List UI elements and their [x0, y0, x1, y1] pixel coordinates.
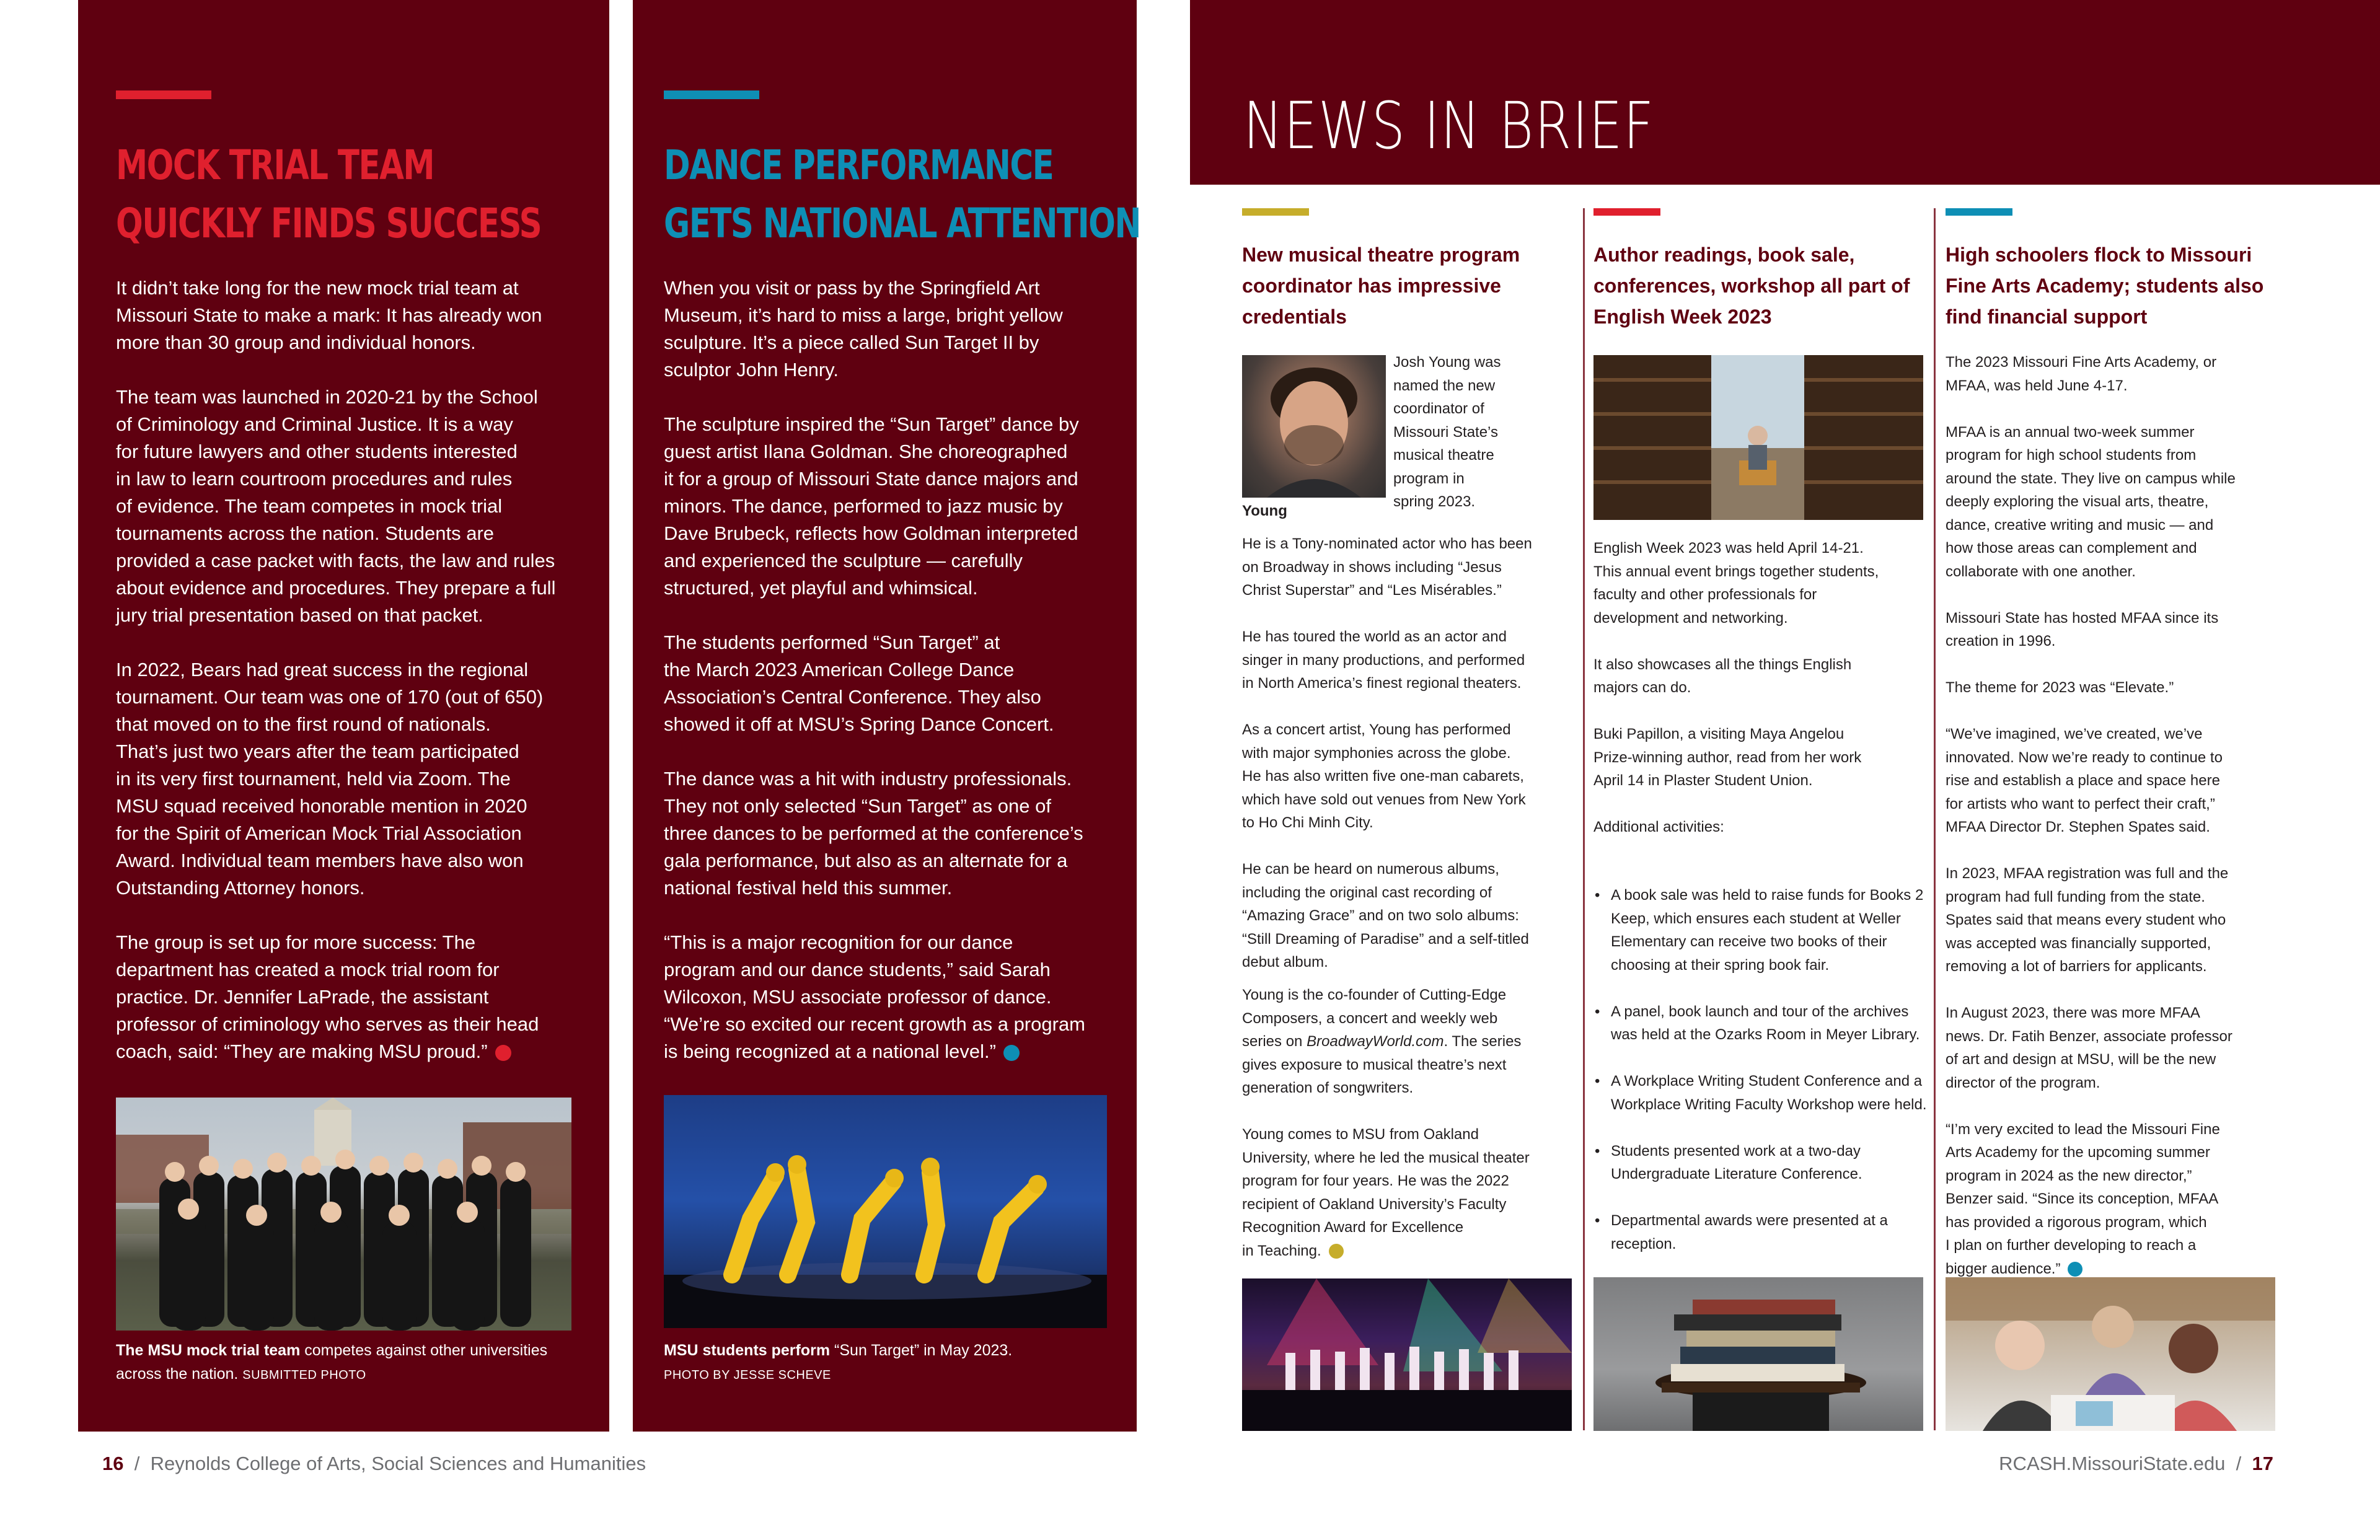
footer-right-text: RCASH.MissouriState.edu — [1999, 1453, 2226, 1474]
mock-trial-caption-text: competes against other universities across the nation. — [116, 1342, 548, 1383]
col2-body-text: English Week 2023 was held April 14-21. This annual event brings together students, faculty and other professionals for development and networking. It also showcases all the things English majors can do. Buki Papillon, a visiting Maya Angelou Prize-winning author, read from her work April 14 in Plaster Student Union. Additional activities: — [1593, 540, 1879, 835]
col2-headline: Author readings, book sale, conferences, workshop all part of English Week 2023 — [1593, 244, 1910, 328]
library-stacks-photo — [1593, 355, 1923, 520]
academy-photo-illustration — [1946, 1277, 2275, 1431]
library-photo-illustration — [1593, 355, 1923, 520]
dance-performance-photo — [664, 1095, 1107, 1328]
dance-caption-text: “Sun Target” in May 2023. — [830, 1342, 1013, 1359]
activity-item-text: A panel, book launch and tour of the archives was held at the Ozarks Room in Meyer Library. — [1611, 1003, 1920, 1043]
dance-body — [664, 275, 1122, 1065]
col1-body2-website: BroadwayWorld.com — [1307, 1033, 1444, 1050]
left-page-number: 16 — [102, 1453, 124, 1474]
col3-body — [1946, 351, 2293, 1280]
mock-trial-caption-bold: The MSU mock trial team — [116, 1342, 301, 1359]
fine-arts-academy-photo — [1946, 1277, 2275, 1431]
josh-young-headshot — [1242, 355, 1386, 498]
activity-item — [1593, 884, 1928, 977]
activity-item — [1593, 1209, 1928, 1256]
col1-body2-post: . The series gives exposure to musical theatre’s next generation of songwriters. Young comes to MSU from Oakland University, where he led the musical theater program for four years. He was the 2022 recipient of Oakland University’s Faculty Recognition Award for Excellence in Teaching. — [1242, 1033, 1530, 1259]
footer-left-text: Reynolds College of Arts, Social Sciences and Humanities — [150, 1453, 646, 1474]
mock-trial-photo-credit: SUBMITTED PHOTO — [242, 1368, 366, 1382]
mock-trial-headline-line-2: QUICKLY FINDS SUCCESS — [116, 200, 542, 247]
books-photo-illustration — [1593, 1277, 1923, 1431]
col1-accent-bar — [1242, 208, 1309, 216]
col1-headline: New musical theatre program coordinator has impressive credentials — [1242, 244, 1520, 328]
col3-headline: High schoolers flock to Missouri Fine Arts Academy; students also find financial support — [1946, 244, 2264, 328]
col3-body-text: The 2023 Missouri Fine Arts Academy, or MFAA, was held June 4-17. MFAA is an annual two-week summer program for high school students from around the state. They live on campus while deeply exploring the visual arts, theatre, dance, creative writing and music — and how those areas can complement and collaborate with one another. Missouri State has hosted MFAA since its creation in 1996. The theme for 2023 was “Elevate.” “We’ve imagined, we’ve created, we’ve innovated. Now we’re ready to continue to rise and establish a place and space here for artists who want to perfect their craft,” MFAA Director Dr. Stephen Spates said. In 2023, MFAA registration was full and the program had full funding from the state. Spates said that means every student who was accepted was financially supported, removing a lot of barriers for applicants. In August 2023, there was more MFAA news. Dr. Fatih Benzer, associate professor of art and design at MSU, will be the new director of the program. “I’m very excited to lead the Missouri Fine Arts Academy for the upcoming summer program in 2024 as the new director,” Benzer said. “Since its conception, MFAA has provided a rigorous program, which I plan on further developing to reach a bigger audience.” — [1946, 354, 2236, 1277]
end-mark-icon — [495, 1045, 511, 1061]
right-page-number: 17 — [2252, 1453, 2273, 1474]
col3-accent-bar — [1946, 208, 2012, 216]
end-mark-icon — [2068, 1262, 2082, 1277]
footer-right-separator: / — [2236, 1453, 2242, 1474]
headshot-label: Young — [1242, 503, 1287, 519]
activity-item-text: Departmental awards were presented at a reception. — [1611, 1212, 1888, 1252]
musical-theatre-stage-photo — [1242, 1278, 1572, 1431]
col1-body-text-2 — [1242, 983, 1567, 1262]
col1-body2-pre: Young is the co-founder of Cutting-Edge Composers, a concert and weekly web series on — [1242, 987, 1507, 1050]
mock-trial-team-photo — [116, 1098, 571, 1331]
activity-item — [1593, 1070, 1928, 1116]
footer-left-separator: / — [134, 1453, 140, 1474]
mock-trial-headline — [116, 136, 541, 253]
dance-headline-line-2: GETS NATIONAL ATTENTION — [664, 200, 1140, 247]
mock-trial-body-text: It didn’t take long for the new mock trial team at Missouri State to make a mark: It has already won more than 30 group and individual honors. The team was launched in 2020-21 by the School of Criminology and Criminal Justice. It is a way for future lawyers and other students interested in law to learn courtroom procedures and rules of evidence. The team competes in mock trial tournaments across the nation. Students are provided a case packet with facts, the law and rules about evidence and procedures. They prepare a full jury trial presentation based on that packet. In 2022, Bears had great success in the regional tournament. Our team was one of 170 (out of 650) that moved on to the first round of nationals. That’s just two years after the team participated in its very first tournament, held via Zoom. The MSU squad received honorable mention in 2020 for the Spirit of American Mock Trial Association Award. Individual team members have also won Outstanding Attorney honors. The group is set up for more success: The department has created a mock trial room for practice. Dr. Jennifer LaPrade, the assistant professor of criminology who serves as their head coach, said: “They are making MSU proud.” — [116, 277, 556, 1062]
mock-trial-caption — [116, 1339, 571, 1387]
dance-photo-credit: PHOTO BY JESSE SCHEVE — [664, 1368, 831, 1382]
headshot-illustration — [1242, 355, 1386, 498]
mock-trial-headline-line-1: MOCK TRIAL TEAM — [116, 141, 434, 189]
mock-trial-accent-bar — [116, 90, 211, 99]
footer-right — [1999, 1453, 2273, 1475]
dance-caption — [664, 1339, 1107, 1387]
activity-item-text: A book sale was held to raise funds for Books 2 Keep, which ensures each student at Weller Elementary can receive two books of their choosing at their spring book fair. — [1611, 887, 1924, 974]
activity-item-text: A Workplace Writing Student Conference and a Workplace Writing Faculty Workshop were held. — [1611, 1073, 1927, 1113]
col1-body-text: He is a Tony-nominated actor who has been on Broadway in shows including “Jesus Christ Superstar” and “Les Misérables.” He has toured the world as an actor and singer in many productions, and performed in North America’s finest regional theaters. As a concert artist, Young has performed with major symphonies across the globe. He has also written five one-man cabarets, which have sold out venues from New York to Ho Chi Minh City. He can be heard on numerous albums, including the original cast recording of “Amazing Grace” and on two solo albums: “Still Dreaming of Paradise” and a self-titled debut album. — [1242, 535, 1532, 970]
footer-left — [102, 1453, 646, 1475]
activity-item — [1593, 1000, 1928, 1047]
dance-photo-illustration — [664, 1095, 1107, 1328]
dance-body-text: When you visit or pass by the Springfield Art Museum, it’s hard to miss a large, bright yellow sculpture. It’s a piece called Sun Target II by sculptor John Henry. The sculpture inspired the “Sun Target” dance by guest artist Ilana Goldman. She choreographed it for a group of Missouri State dance majors and minors. The dance, performed to jazz music by Dave Brubeck, reflects how Goldman interpreted and experienced the sculpture — carefully structured, yet playful and whimsical. The students performed “Sun Target” at the March 2023 American College Dance Association’s Central Conference. They also showed it off at MSU’s Spring Dance Concert. The dance was a hit with industry professionals. They not only selected “Sun Target” as one of three dances to be performed at the conference’s gala performance, but also as an alternate for a national festival held this summer. “This is a major recognition for our dance program and our dance students,” said Sarah Wilcoxon, MSU associate professor of dance. “We’re so excited our recent growth as a program is being recognized at a national level.” — [664, 277, 1086, 1062]
column-divider-1 — [1583, 208, 1585, 1430]
dance-headline — [664, 136, 1140, 253]
col2-accent-bar — [1593, 208, 1660, 216]
book-stack-photo — [1593, 1277, 1923, 1431]
end-mark-icon — [1003, 1045, 1020, 1061]
activity-item-text: Students presented work at a two-day Undergraduate Literature Conference. — [1611, 1142, 1862, 1182]
end-mark-icon — [1329, 1244, 1344, 1259]
col1-intro-text: Josh Young was named the new coordinator of Missouri State’s musical theatre program in spring 2023. — [1393, 354, 1501, 510]
news-section-title: NEWS IN BRIEF — [1243, 88, 1655, 164]
column-divider-2 — [1934, 208, 1936, 1430]
stage-photo-illustration — [1242, 1278, 1572, 1431]
activity-item — [1593, 1140, 1928, 1186]
dance-accent-bar — [664, 90, 759, 99]
dance-headline-line-1: DANCE PERFORMANCE — [664, 141, 1054, 189]
dance-caption-bold: MSU students perform — [664, 1342, 831, 1359]
mock-trial-body — [116, 275, 587, 1065]
mock-trial-photo-illustration — [116, 1098, 571, 1331]
